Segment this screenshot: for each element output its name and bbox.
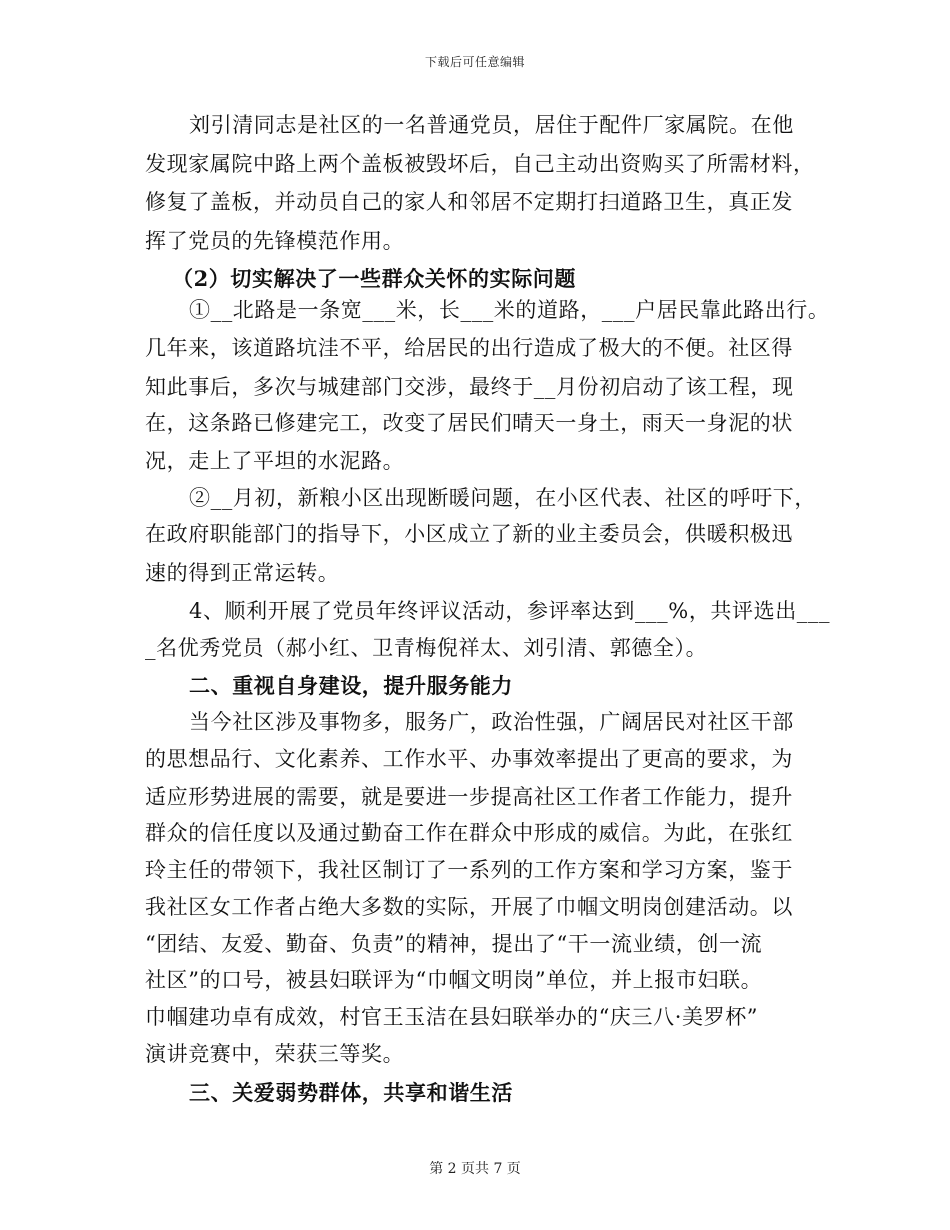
body-line: _名优秀党员（郝小红、卫青梅倪祥太、刘引清、郭德全）。 <box>145 636 708 660</box>
page-footer: 第 2 页共 7 页 <box>429 1161 521 1177</box>
body-line: 社区”的口号，被县妇联评为“巾帼文明岗”单位，并上报市妇联。 <box>145 968 763 992</box>
section-subheading: （2）切实解决了一些群众关怀的实际问题 <box>172 266 577 291</box>
section-heading: 三、关爱弱势群体，共享和谐生活 <box>189 1080 513 1105</box>
body-line: 适应形势进展的需要，就是要进一步提高社区工作者工作能力，提升 <box>145 785 793 809</box>
body-line: 几年来，该道路坑洼不平，给居民的出行造成了极大的不便。社区得 <box>145 336 793 360</box>
section-heading: 二、重视自身建设，提升服务能力 <box>189 673 513 698</box>
body-line: 知此事后，多次与城建部门交涉，最终于__月份初启动了该工程，现 <box>145 375 794 399</box>
body-line: 在，这条路已修建完工，改变了居民们晴天一身土，雨天一身泥的状 <box>145 411 793 435</box>
page-header: 下载后可任意编辑 <box>424 55 525 69</box>
body-line: 巾帼建功卓有成效，村官王玉洁在县妇联举办的“庆三八·美罗杯” <box>145 1005 759 1029</box>
body-line: 的思想品行、文化素养、工作水平、办事效率提出了更高的要求，为 <box>145 747 793 771</box>
body-line: 玲主任的带领下，我社区制订了一系列的工作方案和学习方案，鉴于 <box>145 858 793 882</box>
body-line: 群众的信任度以及通过勤奋工作在群众中形成的威信。为此，在张红 <box>145 821 793 845</box>
body-line: “团结、友爱、勤奋、负责”的精神，提出了“干一流业绩，创一流 <box>145 932 763 956</box>
body-line: 4、顺利开展了党员年终评议活动，参评率达到___%，共评选出___ <box>189 599 831 623</box>
body-line: 况，走上了平坦的水泥路。 <box>145 449 405 473</box>
body-line: 挥了党员的先锋模范作用。 <box>145 229 405 253</box>
body-line: 演讲竞赛中，荣获三等奖。 <box>145 1042 405 1066</box>
body-line: ①__北路是一条宽___米，长___米的道路，___户居民靠此路出行。 <box>189 298 830 322</box>
body-line: ②__月初，新粮小区出现断暖问题，在小区代表、社区的呼吁下， <box>189 486 816 510</box>
body-line: 修复了盖板，并动员自己的家人和邻居不定期打扫道路卫生，真正发 <box>145 190 793 214</box>
body-line: 刘引清同志是社区的一名普通党员，居住于配件厂家属院。在他 <box>189 113 794 137</box>
body-line: 速的得到正常运转。 <box>145 561 340 585</box>
body-line: 我社区女工作者占绝大多数的实际，开展了巾帼文明岗创建活动。以 <box>145 895 793 919</box>
body-line: 在政府职能部门的指导下，小区成立了新的业主委员会，供暖积极迅 <box>145 522 793 546</box>
body-line: 当今社区涉及事物多，服务广，政治性强，广阔居民对社区干部 <box>189 710 794 734</box>
body-line: 发现家属院中路上两个盖板被毁坏后，自己主动出资购买了所需材料， <box>145 152 815 176</box>
